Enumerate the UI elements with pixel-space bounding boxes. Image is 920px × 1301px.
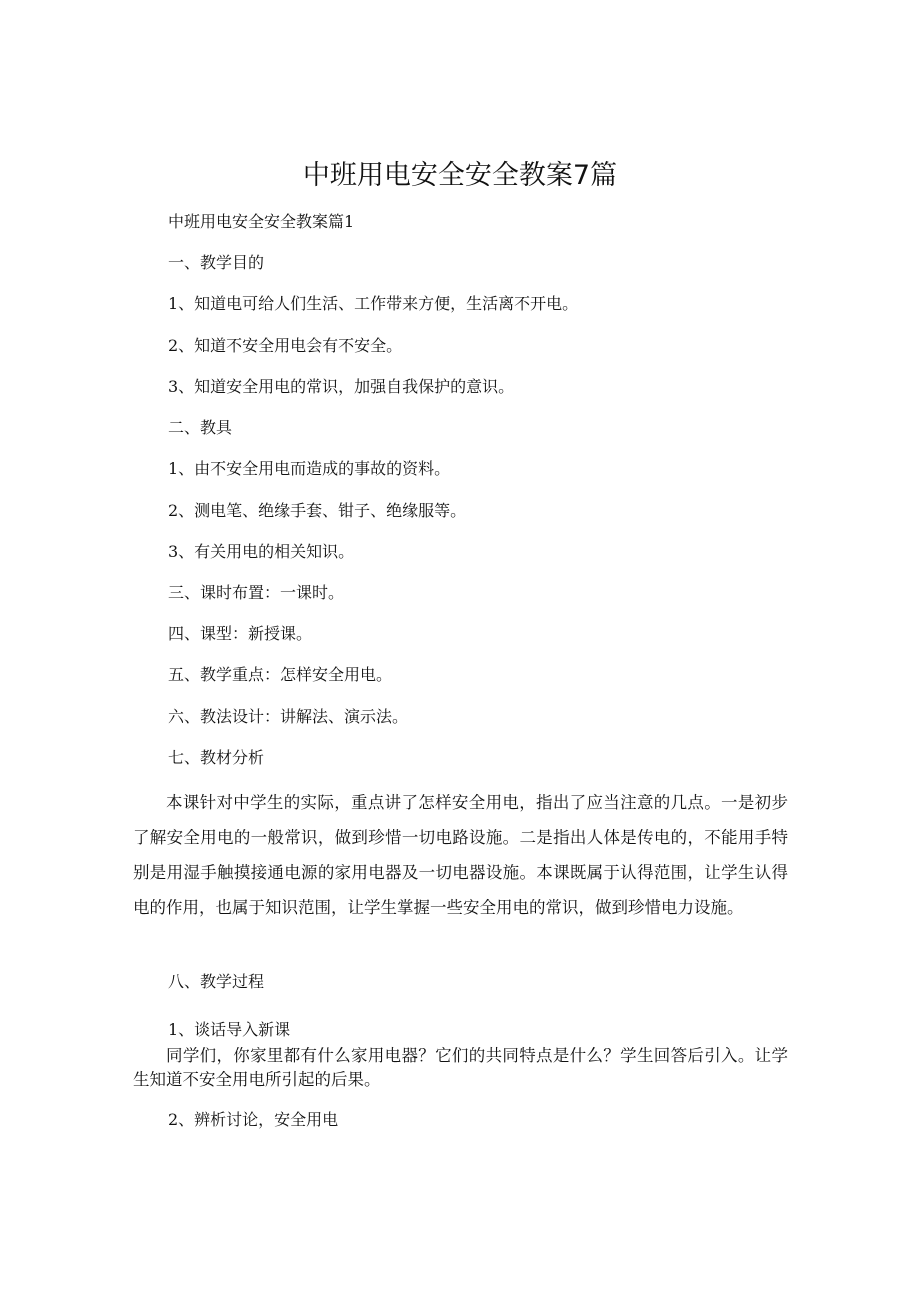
list-item: 1、知道电可给人们生活、工作带来方便，生活离不开电。 (168, 294, 579, 313)
section-teaching-process: 八、教学过程 (168, 972, 265, 991)
section-teaching-objectives: 一、教学目的 (168, 253, 265, 272)
step-2-heading: 2、辨析讨论，安全用电 (168, 1110, 339, 1129)
section-material-analysis: 七、教材分析 (168, 748, 265, 767)
list-item: 2、测电笔、绝缘手套、钳子、绝缘服等。 (168, 501, 467, 520)
list-item: 2、知道不安全用电会有不安全。 (168, 336, 403, 355)
step-1-heading: 1、谈话导入新课 (168, 1020, 291, 1039)
analysis-paragraph: 本课针对中学生的实际，重点讲了怎样安全用电，指出了应当注意的几点。一是初步了解安全用电的一般常识，做到珍惜一切电路设施。二是指出人体是传电的，不能用手特别是用湿手触摸接通电源的家用电器及一切电器设施。本课既属于认得范围，让学生认得电的作用，也属于知识范围，让学生掌握一些安全用电的常识，做到珍惜电力设施。 (133, 793, 788, 917)
list-item: 1、由不安全用电而造成的事故的资料。 (168, 459, 451, 478)
section-teaching-methods: 六、教法设计：讲解法、演示法。 (168, 707, 409, 726)
section-lesson-type: 四、课型：新授课。 (168, 624, 313, 643)
list-item: 3、有关用电的相关知识。 (168, 542, 355, 561)
section-teaching-aids: 二、教具 (168, 418, 233, 437)
lesson-subtitle: 中班用电安全安全教案篇1 (168, 212, 355, 231)
step-1-paragraph: 同学们，你家里都有什么家用电器？它们的共同特点是什么？学生回答后引入。让学生知道不安全用电所引起的后果。 (133, 1046, 788, 1089)
document-title: 中班用电安全安全教案7篇 (302, 160, 618, 191)
list-item: 3、知道安全用电的常识，加强自我保护的意识。 (168, 377, 515, 396)
section-class-hours: 三、课时布置：一课时。 (168, 583, 345, 602)
section-key-points: 五、教学重点：怎样安全用电。 (168, 665, 393, 684)
